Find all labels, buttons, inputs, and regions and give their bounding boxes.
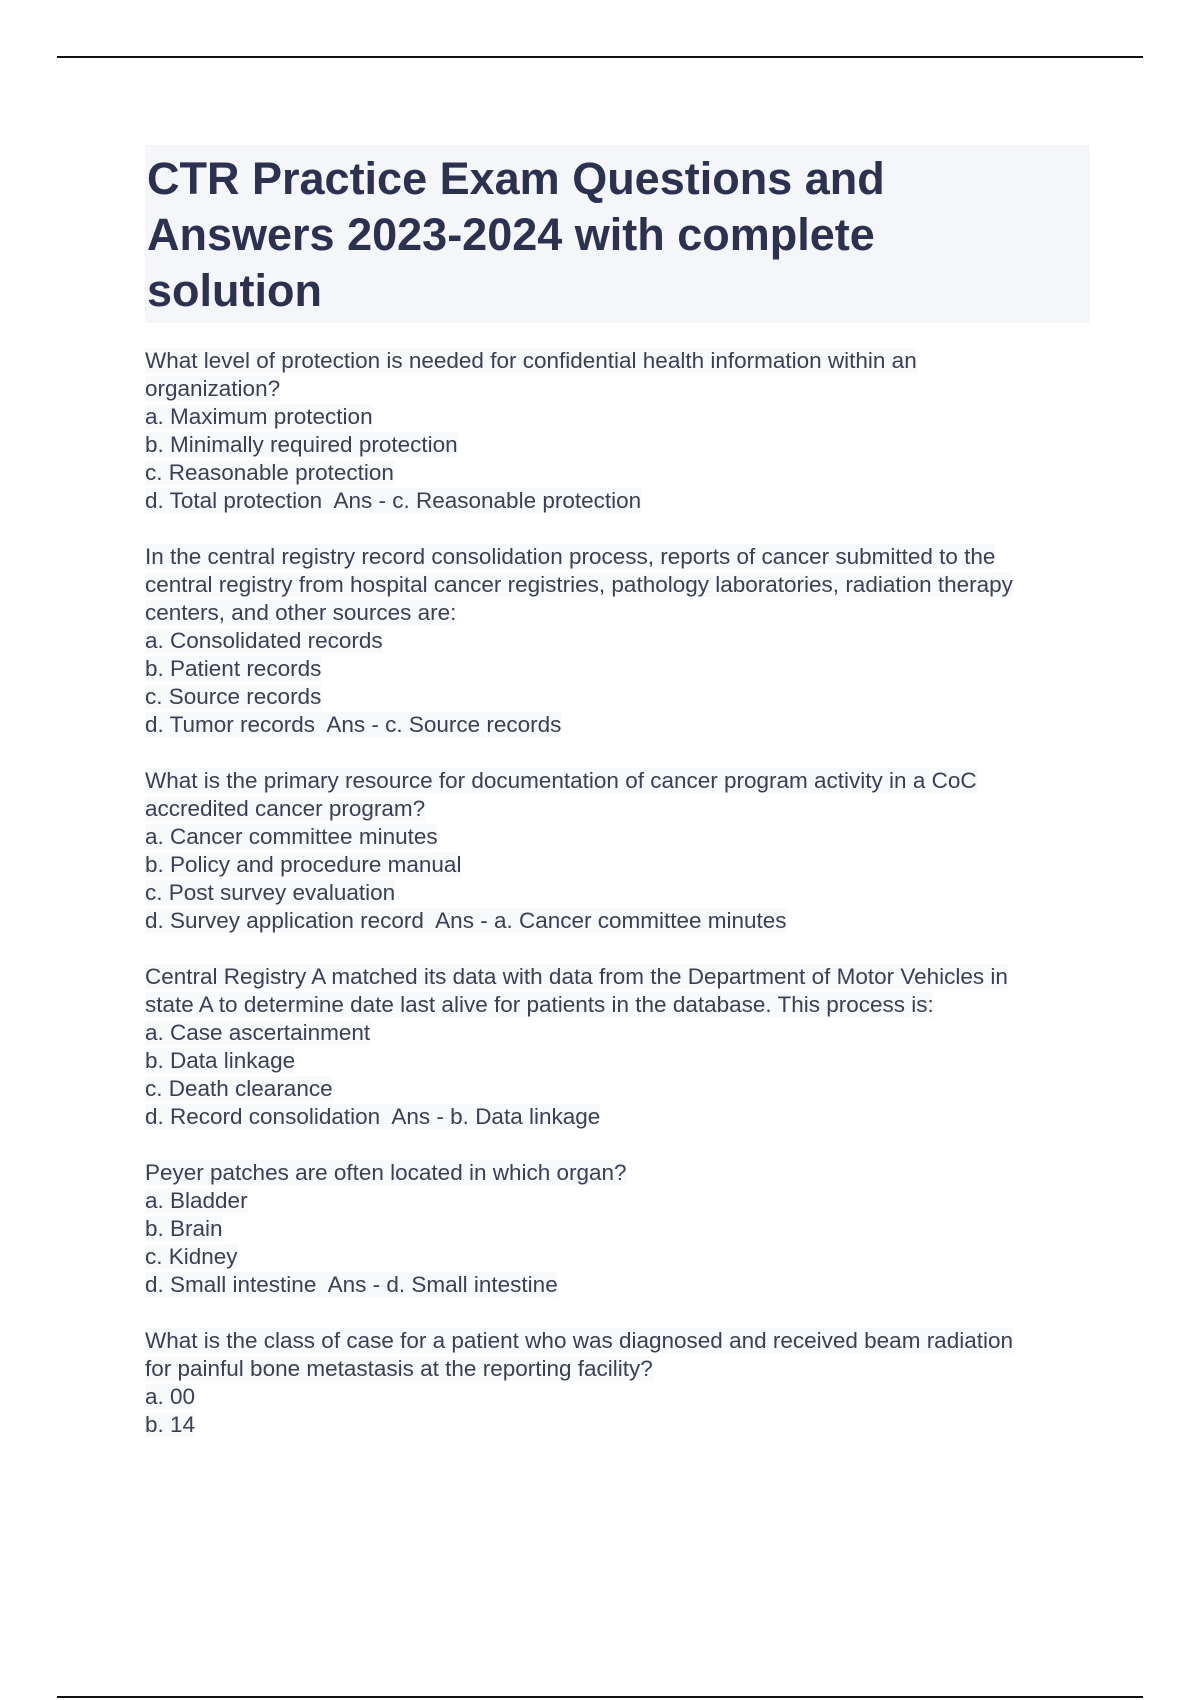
option-a: a. Case ascertainment bbox=[145, 1020, 371, 1045]
question-block-4 bbox=[145, 963, 1090, 1131]
question-block-1 bbox=[145, 347, 1090, 515]
question-block-2 bbox=[145, 543, 1090, 739]
option-c: c. Kidney bbox=[145, 1244, 238, 1269]
question-text: What level of protection is needed for confidential health information within an bbox=[145, 348, 917, 373]
answer-text: Ans - c. Source records bbox=[326, 712, 562, 737]
question-text: state A to determine date last alive for patients in the database. This process is: bbox=[145, 992, 934, 1017]
answer-text: Ans - c. Reasonable protection bbox=[333, 488, 642, 513]
option-d: d. Total protection bbox=[145, 488, 323, 513]
top-rule bbox=[57, 56, 1143, 58]
option-b: b. Policy and procedure manual bbox=[145, 852, 462, 877]
option-a: a. Consolidated records bbox=[145, 628, 383, 653]
question-text: accredited cancer program? bbox=[145, 796, 426, 821]
question-text: Central Registry A matched its data with data from the Department of Motor Vehicles in bbox=[145, 964, 1008, 989]
option-b: b. Data linkage bbox=[145, 1048, 296, 1073]
option-b: b. Brain bbox=[145, 1216, 223, 1241]
question-text: What is the primary resource for documentation of cancer program activity in a CoC bbox=[145, 768, 977, 793]
title-line-2: Answers 2023-2024 with complete bbox=[147, 209, 875, 260]
option-a: a. Bladder bbox=[145, 1188, 248, 1213]
question-block-5 bbox=[145, 1159, 1090, 1299]
document-body bbox=[145, 145, 1090, 1467]
option-d: d. Small intestine bbox=[145, 1272, 317, 1297]
question-block-3 bbox=[145, 767, 1090, 935]
option-a: a. 00 bbox=[145, 1384, 196, 1409]
question-text: for painful bone metastasis at the reporting facility? bbox=[145, 1356, 653, 1381]
question-list bbox=[145, 347, 1090, 1439]
question-block-6 bbox=[145, 1327, 1090, 1439]
option-d: d. Tumor records bbox=[145, 712, 316, 737]
option-a: a. Maximum protection bbox=[145, 404, 373, 429]
option-d: d. Survey application record bbox=[145, 908, 424, 933]
option-a: a. Cancer committee minutes bbox=[145, 824, 438, 849]
option-d: d. Record consolidation bbox=[145, 1104, 381, 1129]
bottom-rule bbox=[57, 1696, 1143, 1698]
answer-text: Ans - b. Data linkage bbox=[391, 1104, 601, 1129]
option-c: c. Post survey evaluation bbox=[145, 880, 396, 905]
question-text: What is the class of case for a patient who was diagnosed and received beam radiation bbox=[145, 1328, 1013, 1353]
title-line-3: solution bbox=[147, 265, 322, 316]
answer-text: Ans - d. Small intestine bbox=[327, 1272, 558, 1297]
title-line-1: CTR Practice Exam Questions and bbox=[147, 153, 885, 204]
question-text: In the central registry record consolidation process, reports of cancer submitted to the bbox=[145, 544, 996, 569]
question-text: central registry from hospital cancer registries, pathology laboratories, radiation therapy bbox=[145, 572, 1013, 597]
answer-text: Ans - a. Cancer committee minutes bbox=[435, 908, 787, 933]
question-text: centers, and other sources are: bbox=[145, 600, 457, 625]
option-b: b. 14 bbox=[145, 1412, 196, 1437]
option-c: c. Reasonable protection bbox=[145, 460, 394, 485]
question-text: Peyer patches are often located in which organ? bbox=[145, 1160, 627, 1185]
option-c: c. Source records bbox=[145, 684, 322, 709]
question-text: organization? bbox=[145, 376, 281, 401]
option-b: b. Minimally required protection bbox=[145, 432, 458, 457]
option-c: c. Death clearance bbox=[145, 1076, 333, 1101]
option-b: b. Patient records bbox=[145, 656, 322, 681]
page-title bbox=[145, 145, 1090, 323]
